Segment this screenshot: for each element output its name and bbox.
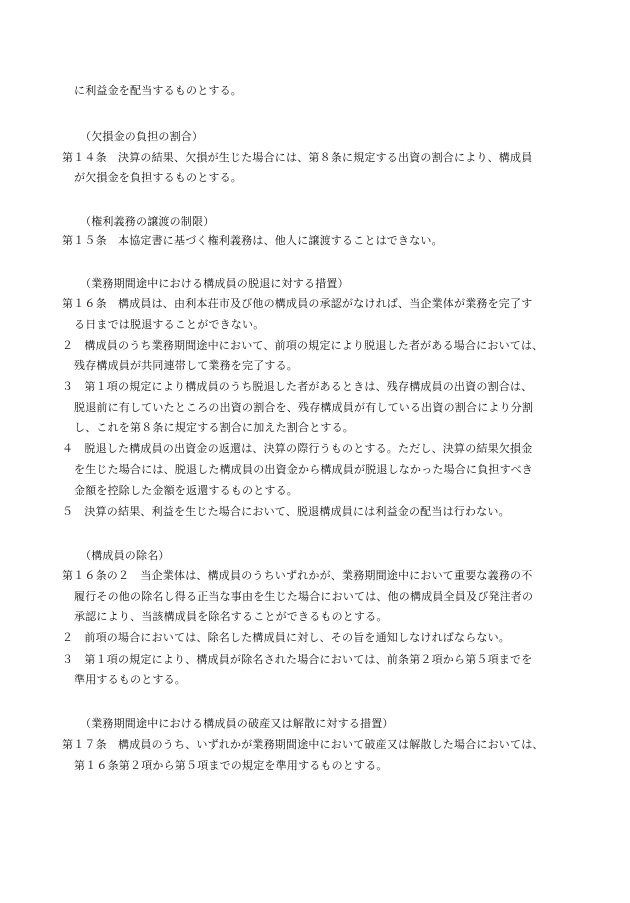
article-16-line: る日までは脱退することができない。 <box>74 318 265 331</box>
article-17-line: 第１７条 構成員のうち、いずれかが業務期間途中において破産又は解散した場合においては、 <box>62 738 544 751</box>
article-16-paragraph-4: 金額を控除した金額を返還するものとする。 <box>74 484 298 497</box>
article-17-heading: （業務期間途中における構成員の破産又は解散に対する措置） <box>80 717 394 730</box>
continuation-line: に利益金を配当するものとする。 <box>74 84 242 97</box>
article-14-line: が欠損金を負担するものとする。 <box>74 171 242 184</box>
article-16-2-line: 承認により、当該構成員を除名することができるものとする。 <box>74 610 388 623</box>
article-16-paragraph-2: 残存構成員が共同連帯して業務を完了する。 <box>74 359 298 372</box>
article-16-paragraph-3: 脱退前に有していたところの出資の割合を、残存構成員が有している出資の割合により分割 <box>74 401 534 414</box>
article-16-2-paragraph-2: ２ 前項の場合においては、除名した構成員に対し、その旨を通知しなければならない。 <box>62 631 510 644</box>
article-16-paragraph-4: を生じた場合には、脱退した構成員の出資金から構成員が脱退しなかった場合に負担すべき <box>74 463 533 476</box>
article-16-heading: （業務期間途中における構成員の脱退に対する措置） <box>80 277 349 290</box>
article-16-2-line: 履行その他の除名し得る正当な事由を生じた場合においては、他の構成員全員及び発注者の <box>74 590 534 603</box>
article-16-line: 第１６条 構成員は、由利本荘市及び他の構成員の承認がなければ、当企業体が業務を完了す <box>62 297 533 310</box>
article-15-heading: （権利義務の譲渡の制限） <box>80 215 215 228</box>
article-16-paragraph-2: ２ 構成員のうち業務期間途中において、前項の規定により脱退した者がある場合においては、 <box>62 339 544 352</box>
article-15-line: 第１５条 本協定書に基づく権利義務は、他人に譲渡することはできない。 <box>62 234 443 247</box>
article-16-2-line: 第１６条の２ 当企業体は、構成員のうちいずれかが、業務期間途中において重要な義務の不 <box>62 569 533 582</box>
article-16-paragraph-5: ５ 決算の結果、利益を生じた場合において、脱退構成員には利益金の配当は行わない。 <box>62 505 510 518</box>
article-16-2-paragraph-3: 準用するものとする。 <box>74 673 186 686</box>
article-16-paragraph-3: し、これを第８条に規定する割合に加えた割合とする。 <box>74 421 354 434</box>
article-14-heading: （欠損金の負担の割合） <box>80 130 204 143</box>
article-16-2-paragraph-3: ３ 第１項の規定により、構成員が除名された場合においては、前条第２項から第５項までを <box>62 653 533 666</box>
article-16-2-heading: （構成員の除名） <box>80 549 170 562</box>
article-14-line: 第１４条 決算の結果、欠損が生じた場合には、第８条に規定する出資の割合により、構成員 <box>62 151 533 164</box>
article-16-paragraph-4: ４ 脱退した構成員の出資金の返還は、決算の際行うものとする。ただし、決算の結果欠損金 <box>62 442 533 455</box>
article-16-paragraph-3: ３ 第１項の規定により構成員のうち脱退した者があるときは、残存構成員の出資の割合は、 <box>62 380 533 393</box>
article-17-line: 第１６条第２項から第５項までの規定を準用するものとする。 <box>74 759 388 772</box>
